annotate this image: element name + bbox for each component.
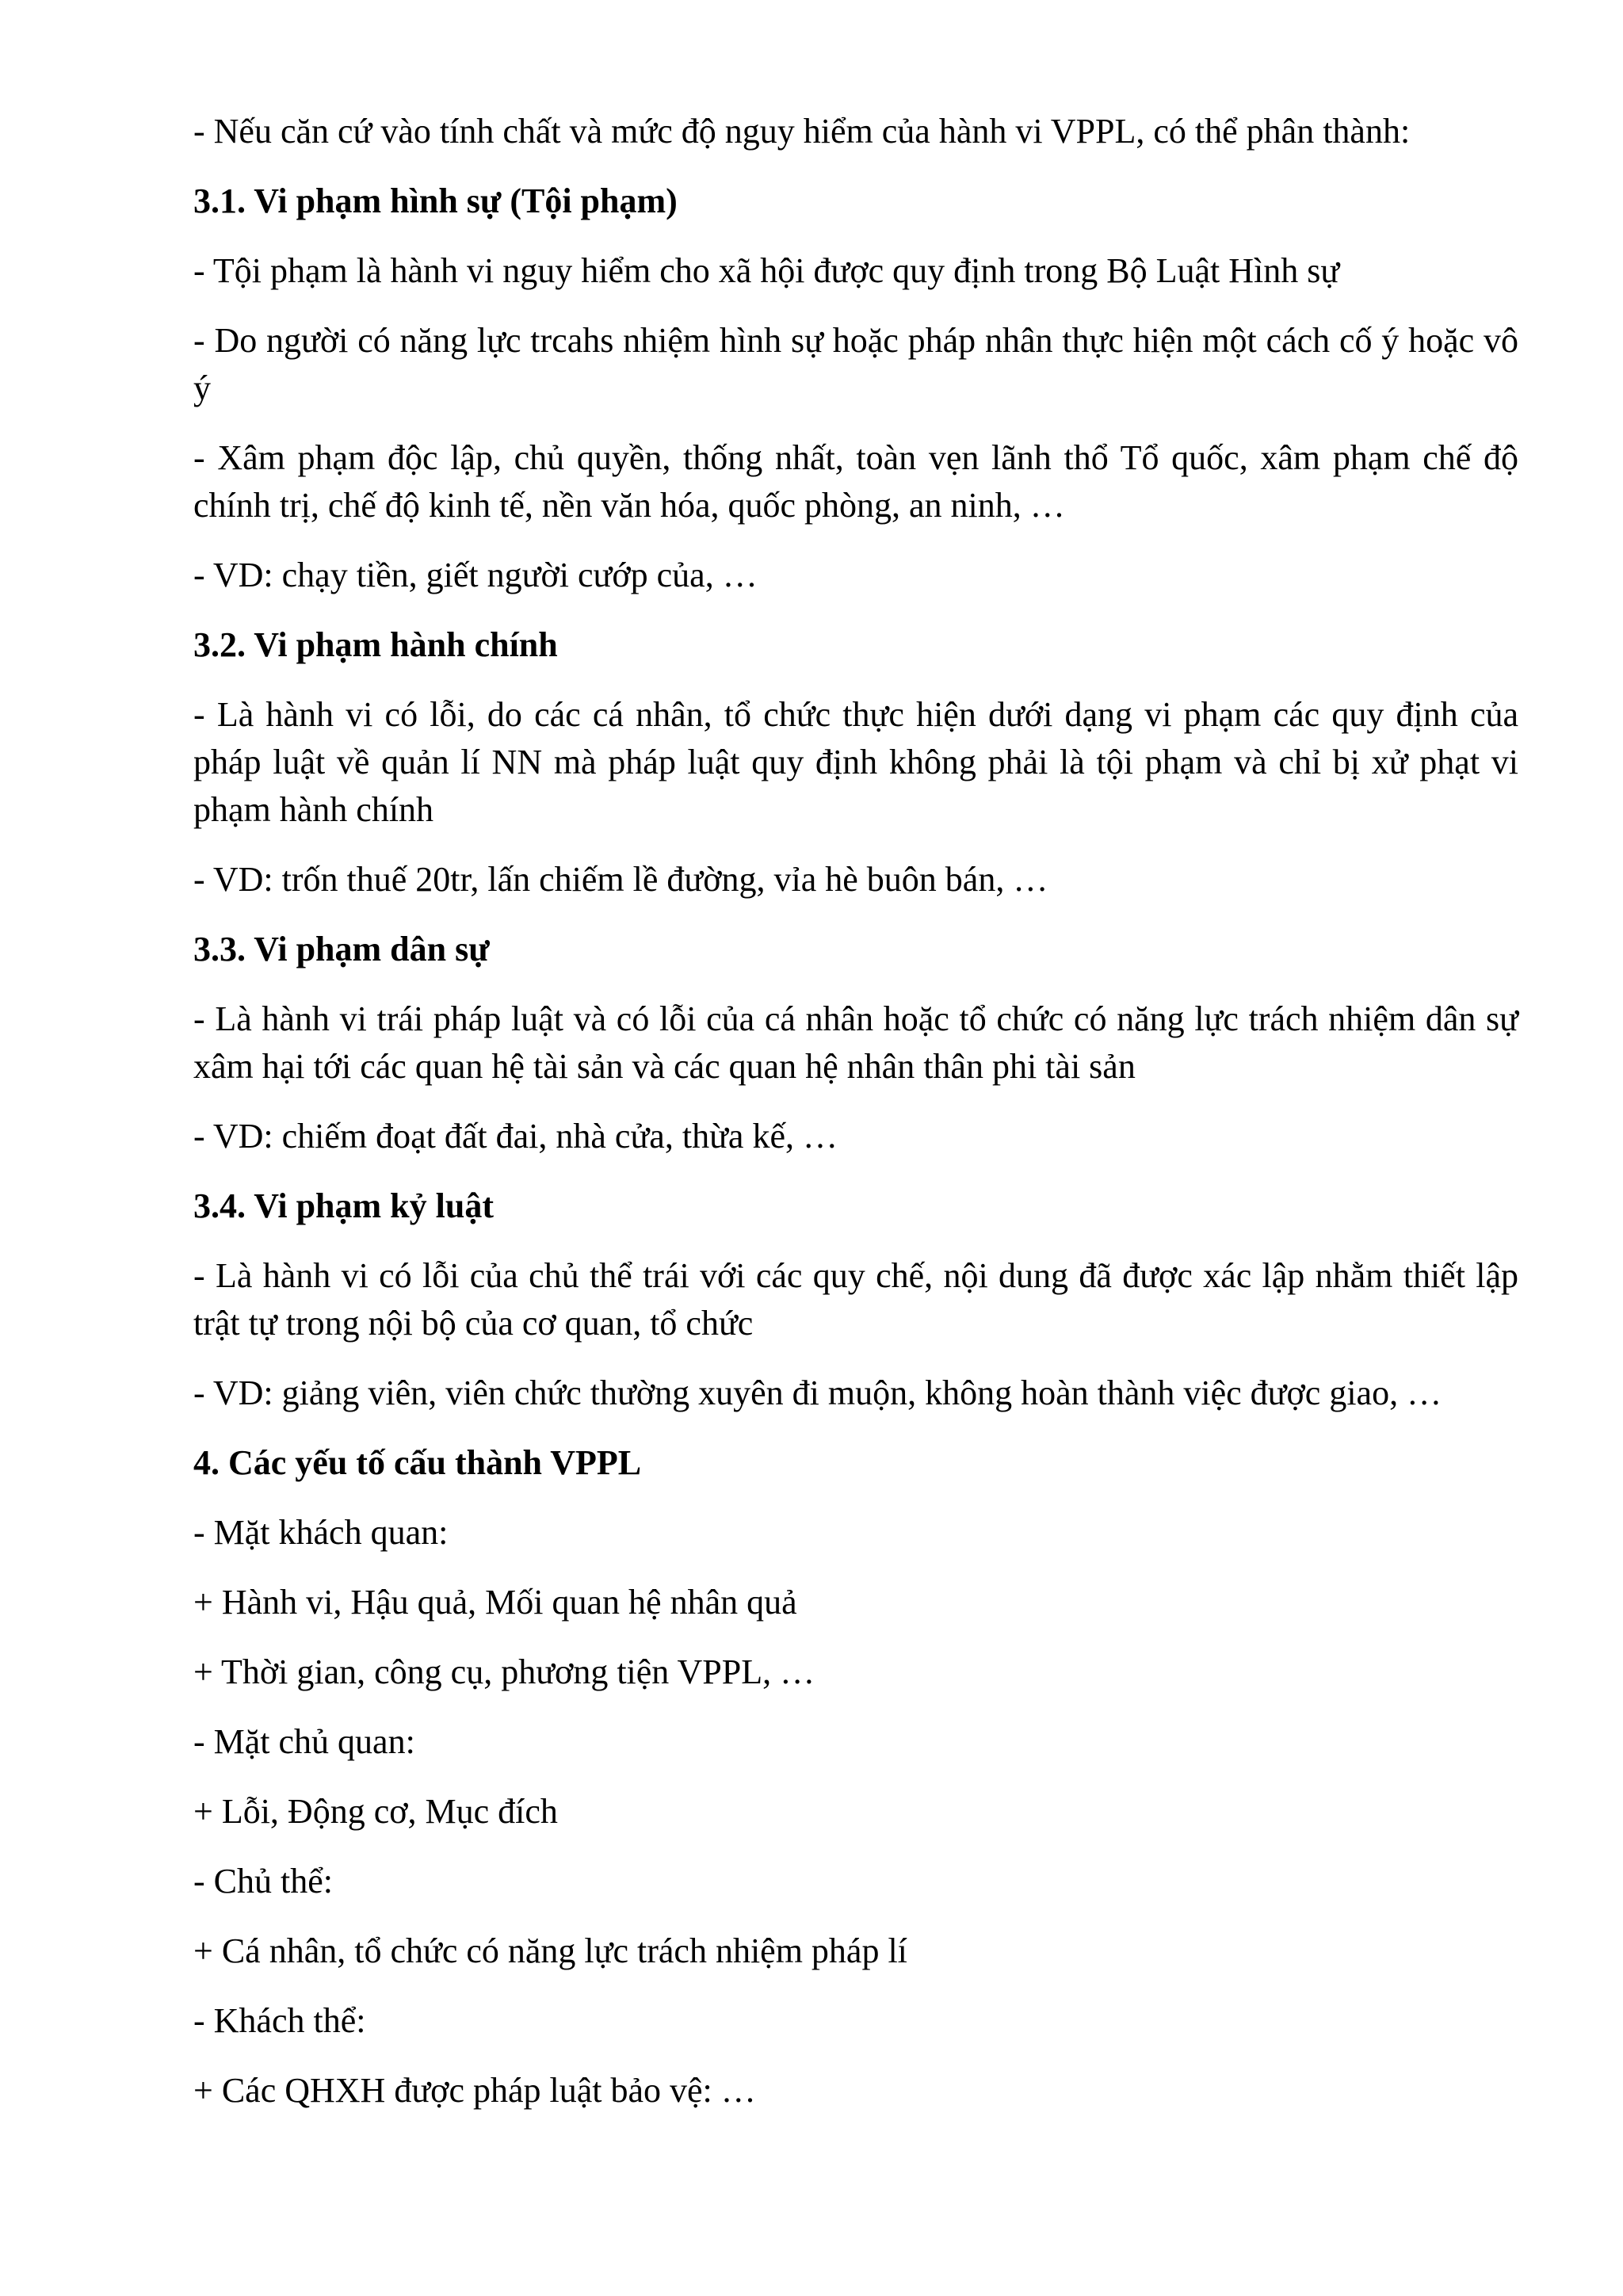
- paragraph: - Là hành vi có lỗi của chủ thể trái với các quy chế, nội dung đã được xác lập nhằm thiết lập trật tự trong nội bộ của cơ quan, tổ chức: [193, 1256, 1518, 1343]
- list-item: - Mặt chủ quan:: [193, 1722, 415, 1761]
- list-item: + Các QHXH được pháp luật bảo vệ: …: [193, 2071, 756, 2110]
- list-item: + Lỗi, Động cơ, Mục đích: [193, 1792, 558, 1831]
- section-heading-3-1: 3.1. Vi phạm hình sự (Tội phạm): [193, 181, 678, 220]
- paragraph: - Là hành vi trái pháp luật và có lỗi của cá nhân hoặc tổ chức có năng lực trách nhiệm dân sự xâm hại tới các quan hệ tài sản và các quan hệ nhân thân phi tài sản: [193, 999, 1518, 1086]
- paragraph: - Là hành vi có lỗi, do các cá nhân, tổ chức thực hiện dưới dạng vi phạm các quy định của pháp luật về quản lí NN mà pháp luật quy định không phải là tội phạm và chỉ bị xử phạt vi phạm hành chính: [193, 695, 1518, 829]
- list-item: - Mặt khách quan:: [193, 1513, 449, 1552]
- paragraph: - Xâm phạm độc lập, chủ quyền, thống nhất, toàn vẹn lãnh thổ Tổ quốc, xâm phạm chế độ chính trị, chế độ kinh tế, nền văn hóa, quốc phòng, an ninh, …: [193, 438, 1518, 525]
- list-item: + Thời gian, công cụ, phương tiện VPPL, …: [193, 1652, 815, 1691]
- example-paragraph: - VD: chiếm đoạt đất đai, nhà cửa, thừa kế, …: [193, 1117, 838, 1156]
- paragraph: - Do người có năng lực trcahs nhiệm hình sự hoặc pháp nhân thực hiện một cách cố ý hoặc vô ý: [193, 321, 1518, 407]
- list-item: + Cá nhân, tổ chức có năng lực trách nhiệm pháp lí: [193, 1931, 907, 1970]
- list-item: - Chủ thể:: [193, 1862, 333, 1901]
- section-heading-3-3: 3.3. Vi phạm dân sự: [193, 930, 490, 968]
- example-paragraph: - VD: chạy tiền, giết người cướp của, …: [193, 556, 758, 594]
- list-item: + Hành vi, Hậu quả, Mối quan hệ nhân quả: [193, 1583, 797, 1622]
- section-heading-4: 4. Các yếu tố cấu thành VPPL: [193, 1443, 642, 1482]
- list-item: - Khách thể:: [193, 2001, 366, 2040]
- document-body: [193, 108, 1518, 2137]
- example-paragraph: - VD: giảng viên, viên chức thường xuyên đi muộn, không hoàn thành việc được giao, …: [193, 1373, 1442, 1412]
- paragraph: - Tội phạm là hành vi nguy hiểm cho xã hội được quy định trong Bộ Luật Hình sự: [193, 251, 1340, 290]
- intro-paragraph: - Nếu căn cứ vào tính chất và mức độ nguy hiểm của hành vi VPPL, có thể phân thành:: [193, 112, 1411, 151]
- section-heading-3-4: 3.4. Vi phạm kỷ luật: [193, 1186, 494, 1225]
- example-paragraph: - VD: trốn thuế 20tr, lấn chiếm lề đường, vỉa hè buôn bán, …: [193, 860, 1048, 899]
- section-heading-3-2: 3.2. Vi phạm hành chính: [193, 625, 558, 664]
